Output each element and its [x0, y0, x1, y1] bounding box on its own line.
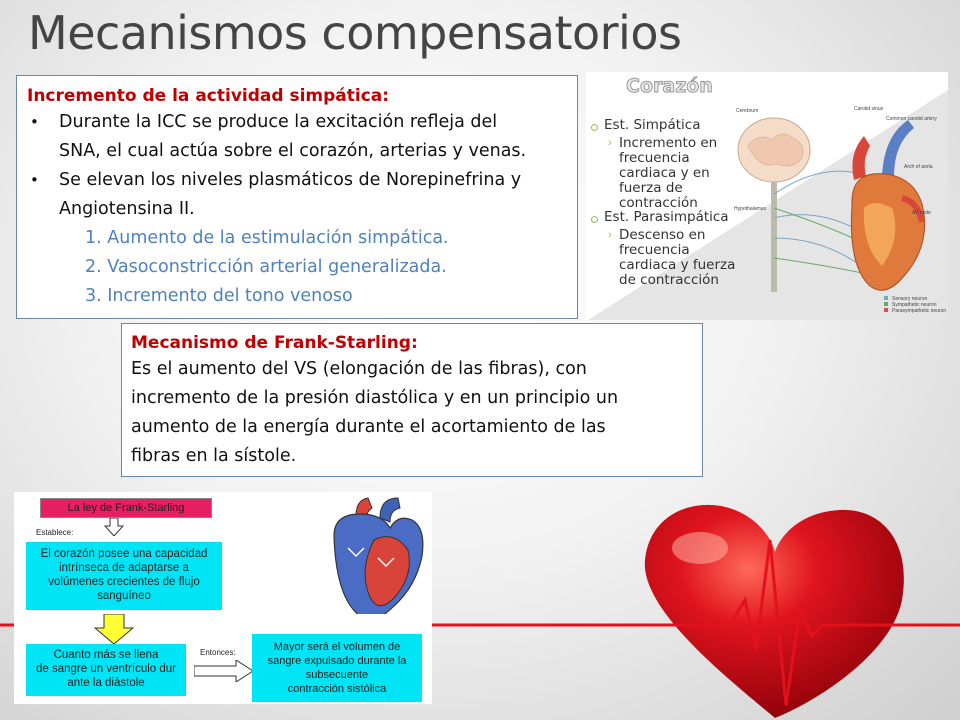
- bullet-dot-icon: •: [30, 171, 39, 189]
- numbered-item: 3. Incremento del tono venoso: [85, 286, 353, 306]
- flow-line: subsecuente: [305, 669, 369, 681]
- arrow-bullet-icon: ›: [608, 137, 612, 149]
- bullet-line: Durante la ICC se produce la excitación refleja del: [59, 112, 498, 132]
- svg-text:Sensory neuron: Sensory neuron: [892, 296, 928, 302]
- frank-starling-line: aumento de la energía durante el acortamiento de las: [131, 417, 606, 437]
- svg-text:Sympathetic neuron: Sympathetic neuron: [892, 302, 937, 308]
- heart-anatomy-icon: [326, 496, 426, 614]
- bullet-line: Angiotensina II.: [59, 199, 195, 219]
- flow-line: intrínseca de adaptarse a: [59, 562, 189, 574]
- desc-line: Incremento en: [619, 135, 718, 151]
- svg-text:Parasympathetic neuron: Parasympathetic neuron: [892, 308, 946, 314]
- svg-text:AV node: AV node: [912, 210, 931, 216]
- flow-line: volúmenes crecientes de flujo: [48, 576, 200, 588]
- flow-line: sanguíneo: [97, 590, 151, 602]
- desc-line: fuerza de: [619, 180, 683, 196]
- frank-starling-line: fibras en la sístole.: [131, 446, 297, 466]
- flow-line: contracción sistólica: [287, 683, 387, 695]
- arrow-right-icon: [194, 660, 254, 682]
- flow-line: ante la diástole: [67, 677, 145, 689]
- arrow-bullet-icon: ›: [608, 229, 612, 241]
- svg-text:Hypothalamus: Hypothalamus: [734, 206, 766, 212]
- bullet-line: SNA, el cual actúa sobre el corazón, arterias y venas.: [59, 141, 527, 161]
- svg-text:Common carotid artery: Common carotid artery: [886, 116, 937, 122]
- svg-text:Carotid sinus: Carotid sinus: [854, 106, 884, 112]
- bullet-line: Se elevan los niveles plasmáticos de Norepinefrina y: [59, 170, 522, 190]
- sympathetic-heading: Incremento de la actividad simpática:: [27, 86, 390, 106]
- desc-line: cardiaca y en: [619, 165, 710, 181]
- flow-line: de sangre un ventrículo dur: [35, 663, 176, 675]
- flow-line: sangre expulsado durante la: [267, 655, 407, 667]
- desc-line: frecuencia: [619, 150, 690, 166]
- numbered-item: 1. Aumento de la estimulación simpática.: [85, 228, 449, 248]
- filling-box: [26, 644, 186, 696]
- heart-highlight: [672, 532, 728, 564]
- frank-starling-line: incremento de la presión diastólica y en un principio un: [131, 388, 619, 408]
- desc-line: cardiaca y fuerza: [619, 257, 736, 273]
- desc-line: contracción: [619, 195, 698, 211]
- desc-line: Descenso en: [619, 227, 706, 243]
- svg-text:Arch of aorta: Arch of aorta: [904, 164, 933, 170]
- entonces-label: Entonces:: [200, 648, 236, 657]
- desc-line: frecuencia: [619, 242, 690, 258]
- arrow-down-icon: [104, 518, 124, 536]
- frank-starling-line: Es el aumento del VS (elongación de las fibras), con: [131, 359, 587, 379]
- parasimpatica-label: Est. Parasimpática: [604, 209, 729, 225]
- capacity-box: [26, 542, 222, 610]
- frank-starling-flowchart: [14, 492, 432, 704]
- slide-title: Mecanismos compensatorios: [28, 6, 682, 60]
- svg-text:Cerebrum: Cerebrum: [736, 108, 759, 114]
- bullet-dot-icon: •: [30, 113, 39, 131]
- establece-label: Establece:: [36, 528, 74, 537]
- flow-line: El corazón posee una capacidad: [40, 548, 208, 560]
- numbered-item: 2. Vasoconstricción arterial generalizada.: [85, 257, 447, 277]
- volume-box: [252, 634, 422, 702]
- flowchart-title: La ley de Frank-Starling: [40, 498, 212, 518]
- simpatica-label: Est. Simpática: [604, 117, 701, 133]
- desc-line: de contracción: [619, 272, 719, 288]
- arrow-down-icon: [94, 614, 134, 644]
- frank-starling-heading: Mecanismo de Frank-Starling:: [131, 333, 418, 353]
- corazon-title: Corazón: [626, 75, 713, 97]
- flow-line: Cuanto más se llena: [53, 649, 159, 661]
- flow-line: Mayor será el volumen de: [273, 641, 401, 653]
